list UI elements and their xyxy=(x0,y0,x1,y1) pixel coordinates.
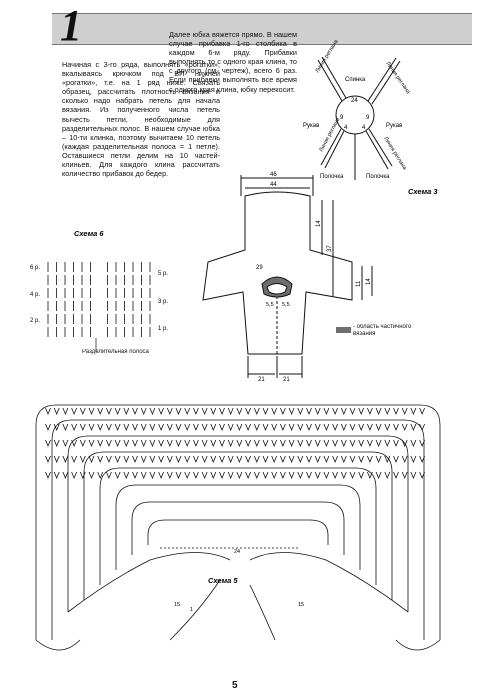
scheme5-mark-24: 24 xyxy=(234,549,241,555)
stitch-mark xyxy=(376,424,381,430)
stitch-mark xyxy=(280,440,285,446)
dim-11: 11 xyxy=(356,280,362,287)
dim-5-5-left: 5,5 xyxy=(266,302,274,308)
stitch-mark xyxy=(237,440,242,446)
stitch-mark xyxy=(228,440,233,446)
stitch-mark xyxy=(298,472,303,478)
stitch-mark xyxy=(220,408,225,414)
stitch-mark xyxy=(80,408,85,414)
stitch-mark xyxy=(333,424,338,430)
stitch-mark xyxy=(350,472,355,478)
back-label: Спинка xyxy=(345,77,366,83)
neck-area-partial-knit xyxy=(262,277,292,297)
stitch-mark xyxy=(376,408,381,414)
stitch-mark xyxy=(367,408,372,414)
stitch-mark xyxy=(176,440,181,446)
stitch-mark xyxy=(307,408,312,414)
stitch-mark xyxy=(176,408,181,414)
scheme3-num-4-right: 4 xyxy=(362,125,366,131)
stitch-mark xyxy=(280,424,285,430)
cardigan-pattern xyxy=(203,175,372,378)
stitch-mark xyxy=(72,424,77,430)
stitch-mark xyxy=(385,440,390,446)
stitch-mark xyxy=(246,424,251,430)
stitch-mark xyxy=(350,440,355,446)
stitch-mark xyxy=(411,408,416,414)
stitch-mark xyxy=(211,408,216,414)
legend-text: - область частичного вязания xyxy=(353,324,412,337)
stitch-mark xyxy=(159,408,164,414)
stitch-mark xyxy=(150,456,155,462)
scheme6-row-4: 4 р. xyxy=(30,292,41,298)
stitch-mark xyxy=(228,472,233,478)
stitch-mark xyxy=(63,424,68,430)
stitch-mark xyxy=(254,472,259,478)
stitch-mark xyxy=(193,440,198,446)
dim-14-bottom: 14 xyxy=(366,278,372,285)
stitch-mark xyxy=(289,472,294,478)
stitch-mark xyxy=(254,440,259,446)
stitch-mark xyxy=(411,456,416,462)
stitch-mark xyxy=(367,456,372,462)
stitch-mark xyxy=(98,408,103,414)
stitch-mark xyxy=(254,456,259,462)
stitch-mark xyxy=(228,424,233,430)
stitch-mark xyxy=(341,472,346,478)
stitch-mark xyxy=(237,456,242,462)
stitch-mark xyxy=(106,424,111,430)
stitch-mark xyxy=(72,440,77,446)
stitch-mark xyxy=(307,424,312,430)
stitch-mark xyxy=(167,472,172,478)
stitch-mark xyxy=(167,424,172,430)
stitch-mark xyxy=(124,424,129,430)
stitch-mark xyxy=(167,408,172,414)
stitch-mark xyxy=(307,472,312,478)
stitch-mark xyxy=(133,456,138,462)
stitch-mark xyxy=(402,456,407,462)
dim-29: 29 xyxy=(256,265,263,271)
stitch-mark xyxy=(141,472,146,478)
stitch-mark xyxy=(367,424,372,430)
dim-5-5-right: 5,5 xyxy=(282,302,290,308)
scheme6-caption: Разделительная полоса xyxy=(82,349,149,355)
stitch-mark xyxy=(333,408,338,414)
stitch-mark xyxy=(185,440,190,446)
scheme3-title: Схема 3 xyxy=(408,187,438,196)
stitch-mark xyxy=(211,456,216,462)
stitch-mark xyxy=(324,472,329,478)
stitch-mark xyxy=(324,408,329,414)
stitch-mark xyxy=(263,408,268,414)
stitch-mark xyxy=(350,408,355,414)
stitch-mark xyxy=(46,424,51,430)
stitch-mark xyxy=(193,408,198,414)
stitch-mark xyxy=(89,424,94,430)
stitch-mark xyxy=(185,408,190,414)
front-label-right: Полочка xyxy=(366,174,390,180)
stitch-mark xyxy=(46,440,51,446)
stitch-mark xyxy=(350,456,355,462)
stitch-mark xyxy=(80,472,85,478)
stitch-mark xyxy=(237,408,242,414)
stitch-mark xyxy=(341,408,346,414)
stitch-mark xyxy=(394,472,399,478)
stitch-mark xyxy=(246,472,251,478)
stitch-mark xyxy=(185,424,190,430)
sleeve-label-right: Рукав xyxy=(386,123,403,129)
stitch-mark xyxy=(411,440,416,446)
stitch-mark xyxy=(159,424,164,430)
scheme3-num-9-left: 9 xyxy=(340,115,344,121)
scheme3-num-24: 24 xyxy=(351,98,358,104)
stitch-mark xyxy=(220,424,225,430)
scheme5-mark-1: 1 xyxy=(190,607,194,613)
dim-44: 44 xyxy=(270,182,277,188)
stitch-mark xyxy=(98,424,103,430)
stitch-mark xyxy=(333,440,338,446)
stitch-mark xyxy=(263,440,268,446)
stitch-mark xyxy=(411,424,416,430)
stitch-mark xyxy=(141,456,146,462)
sleeve-label-left: Рукав xyxy=(303,123,320,129)
scheme6-row-2: 2 р. xyxy=(30,318,41,324)
page-number: 5 xyxy=(232,680,238,691)
stitch-mark xyxy=(289,456,294,462)
scheme5-mark-15-left: 15 xyxy=(174,602,181,608)
stitch-mark xyxy=(202,456,207,462)
stitch-mark xyxy=(333,456,338,462)
dim-21-right: 21 xyxy=(283,377,290,383)
stitch-mark xyxy=(124,456,129,462)
stitch-mark xyxy=(202,408,207,414)
stitch-mark xyxy=(411,472,416,478)
stitch-mark xyxy=(72,408,77,414)
stitch-mark xyxy=(394,440,399,446)
stitch-mark xyxy=(315,472,320,478)
stitch-mark xyxy=(124,440,129,446)
dim-37: 37 xyxy=(327,245,333,252)
stitch-mark xyxy=(106,440,111,446)
stitch-mark xyxy=(106,408,111,414)
scheme5-mark-15-right: 15 xyxy=(298,602,305,608)
stitch-mark xyxy=(394,408,399,414)
stitch-mark xyxy=(228,456,233,462)
stitch-mark xyxy=(124,472,129,478)
stitch-mark xyxy=(202,424,207,430)
dim-46: 46 xyxy=(270,172,277,178)
stitch-mark xyxy=(115,408,120,414)
stitch-mark xyxy=(394,456,399,462)
stitch-mark xyxy=(141,424,146,430)
stitch-mark xyxy=(80,424,85,430)
stitch-mark xyxy=(115,456,120,462)
stitch-mark xyxy=(220,472,225,478)
stitch-mark xyxy=(289,440,294,446)
stitch-mark xyxy=(324,424,329,430)
stitch-mark xyxy=(298,408,303,414)
stitch-mark xyxy=(63,408,68,414)
dim-14-top: 14 xyxy=(316,220,322,227)
instruction-text-column-1: Начиная с 3-го ряда, выполнять «рогатки», вкалываясь крючком под ВП нижней «рогатки», т.е. на 1 ряд ниже. Связать образец, рассчитать плотность вязания и сколько надо набрать петель для начала вязания. Из полученного числа петель вычесть петли, необходимые для разделительных полос. В нашем случае юбка – 10-ти клинка, поэтому вычитаем 10 петель (каждая разделительная полоса = 1 петле). Оставшиеся петли делим на 10 частей-клиньев. Для каждого клина рассчитать количество прибавок до бедер. xyxy=(62,60,220,179)
stitch-mark xyxy=(298,424,303,430)
stitch-mark xyxy=(376,472,381,478)
stitch-mark xyxy=(63,472,68,478)
stitch-mark xyxy=(254,408,259,414)
stitch-mark xyxy=(167,440,172,446)
stitch-mark xyxy=(133,440,138,446)
stitch-mark xyxy=(263,472,268,478)
stitch-mark xyxy=(72,472,77,478)
scheme6-stitch-grid xyxy=(48,262,150,337)
stitch-mark xyxy=(263,424,268,430)
stitch-mark xyxy=(376,440,381,446)
stitch-mark xyxy=(315,440,320,446)
stitch-mark xyxy=(115,424,120,430)
stitch-mark xyxy=(376,456,381,462)
stitch-mark xyxy=(193,472,198,478)
stitch-mark xyxy=(272,424,277,430)
stitch-mark xyxy=(246,456,251,462)
stitch-mark xyxy=(220,456,225,462)
stitch-mark xyxy=(150,424,155,430)
stitch-mark xyxy=(46,472,51,478)
stitch-mark xyxy=(150,472,155,478)
scheme5-crochet-chart xyxy=(36,405,440,650)
scheme5-title: Схема 5 xyxy=(208,576,238,585)
stitch-mark xyxy=(185,472,190,478)
stitch-mark xyxy=(106,472,111,478)
stitch-mark xyxy=(298,440,303,446)
stitch-mark xyxy=(106,456,111,462)
stitch-mark xyxy=(263,456,268,462)
stitch-mark xyxy=(324,440,329,446)
stitch-mark xyxy=(176,456,181,462)
stitch-mark xyxy=(272,456,277,462)
chapter-number: 1 xyxy=(60,1,82,50)
raglan-label-left-bottom: Линия реглана xyxy=(318,116,342,153)
front-label-left: Полочка xyxy=(320,174,344,180)
instruction-text-column-2: Далее юбка вяжется прямо. В нашем случае прибавка 1-го столбика в каждом 6-м ряду. Прибавки выполнять то с одного края клина, то с другого (см. чертеж), всего 6 раз. Если прибавки выполнять все время с одного края клина, юбку перекосит. xyxy=(169,30,297,94)
stitch-mark xyxy=(402,408,407,414)
raglan-label-right-top: Линия реглана xyxy=(384,60,411,96)
scheme3-diagram xyxy=(318,57,403,180)
stitch-mark xyxy=(211,440,216,446)
stitch-mark xyxy=(315,408,320,414)
stitch-mark xyxy=(211,472,216,478)
scheme6-title: Схема 6 xyxy=(74,229,104,238)
stitch-mark xyxy=(141,440,146,446)
scheme6-row-3: 3 р. xyxy=(158,299,169,305)
stitch-mark xyxy=(359,424,364,430)
stitch-mark xyxy=(150,440,155,446)
stitch-mark xyxy=(385,472,390,478)
stitch-mark xyxy=(272,472,277,478)
stitch-mark xyxy=(202,472,207,478)
stitch-mark xyxy=(89,408,94,414)
stitch-mark xyxy=(246,440,251,446)
stitch-mark xyxy=(89,456,94,462)
stitch-mark xyxy=(54,408,59,414)
stitch-mark xyxy=(280,472,285,478)
stitch-mark xyxy=(124,408,129,414)
stitch-mark xyxy=(385,424,390,430)
stitch-mark xyxy=(367,440,372,446)
stitch-mark xyxy=(307,456,312,462)
stitch-mark xyxy=(341,456,346,462)
stitch-mark xyxy=(159,440,164,446)
stitch-mark xyxy=(193,424,198,430)
stitch-mark xyxy=(315,424,320,430)
raglan-label-left-top: Линия реглана xyxy=(314,38,340,75)
stitch-mark xyxy=(150,408,155,414)
stitch-mark xyxy=(359,440,364,446)
legend-swatch xyxy=(336,327,351,333)
stitch-mark xyxy=(80,456,85,462)
stitch-mark xyxy=(193,456,198,462)
scheme3-num-4-left: 4 xyxy=(344,125,348,131)
stitch-mark xyxy=(80,440,85,446)
stitch-mark xyxy=(115,440,120,446)
stitch-mark xyxy=(385,408,390,414)
raglan-label-right-bottom: Линия реглана xyxy=(382,135,408,172)
stitch-mark xyxy=(420,408,425,414)
stitch-mark xyxy=(289,424,294,430)
stitch-mark xyxy=(54,440,59,446)
stitch-mark xyxy=(54,456,59,462)
stitch-mark xyxy=(159,472,164,478)
stitch-mark xyxy=(89,472,94,478)
stitch-mark xyxy=(341,424,346,430)
stitch-mark xyxy=(98,440,103,446)
stitch-mark xyxy=(220,440,225,446)
stitch-mark xyxy=(246,408,251,414)
stitch-mark xyxy=(63,440,68,446)
stitch-mark xyxy=(289,408,294,414)
stitch-mark xyxy=(402,424,407,430)
stitch-mark xyxy=(237,472,242,478)
stitch-mark xyxy=(298,456,303,462)
stitch-mark xyxy=(141,408,146,414)
stitch-mark xyxy=(54,472,59,478)
stitch-mark xyxy=(72,456,77,462)
stitch-mark xyxy=(89,440,94,446)
stitch-mark xyxy=(167,456,172,462)
stitch-mark xyxy=(133,472,138,478)
scheme6-row-5: 5 р. xyxy=(158,271,169,277)
stitch-mark xyxy=(359,472,364,478)
stitch-mark xyxy=(202,440,207,446)
stitch-mark xyxy=(394,424,399,430)
stitch-mark xyxy=(237,424,242,430)
stitch-mark xyxy=(341,440,346,446)
stitch-mark xyxy=(359,456,364,462)
stitch-mark xyxy=(228,408,233,414)
scheme6-row-1: 1 р. xyxy=(158,326,169,332)
stitch-mark xyxy=(367,472,372,478)
stitch-mark xyxy=(324,456,329,462)
stitch-mark xyxy=(211,424,216,430)
stitch-mark xyxy=(272,408,277,414)
stitch-mark xyxy=(159,456,164,462)
stitch-mark xyxy=(115,472,120,478)
stitch-mark xyxy=(98,456,103,462)
stitch-mark xyxy=(133,424,138,430)
stitch-mark xyxy=(280,408,285,414)
stitch-mark xyxy=(185,456,190,462)
stitch-mark xyxy=(63,456,68,462)
stitch-mark xyxy=(254,424,259,430)
stitch-mark xyxy=(359,408,364,414)
stitch-mark xyxy=(315,456,320,462)
stitch-mark xyxy=(307,440,312,446)
stitch-mark xyxy=(333,472,338,478)
stitch-mark xyxy=(46,408,51,414)
stitch-mark xyxy=(176,472,181,478)
stitch-mark xyxy=(133,408,138,414)
scheme6-row-6: 6 р. xyxy=(30,265,41,271)
stitch-mark xyxy=(176,424,181,430)
stitch-mark xyxy=(46,456,51,462)
stitch-mark xyxy=(402,472,407,478)
stitch-mark xyxy=(350,424,355,430)
stitch-mark xyxy=(280,456,285,462)
dim-21-left: 21 xyxy=(258,377,265,383)
stitch-mark xyxy=(272,440,277,446)
scheme3-num-9-right: 9 xyxy=(366,115,370,121)
